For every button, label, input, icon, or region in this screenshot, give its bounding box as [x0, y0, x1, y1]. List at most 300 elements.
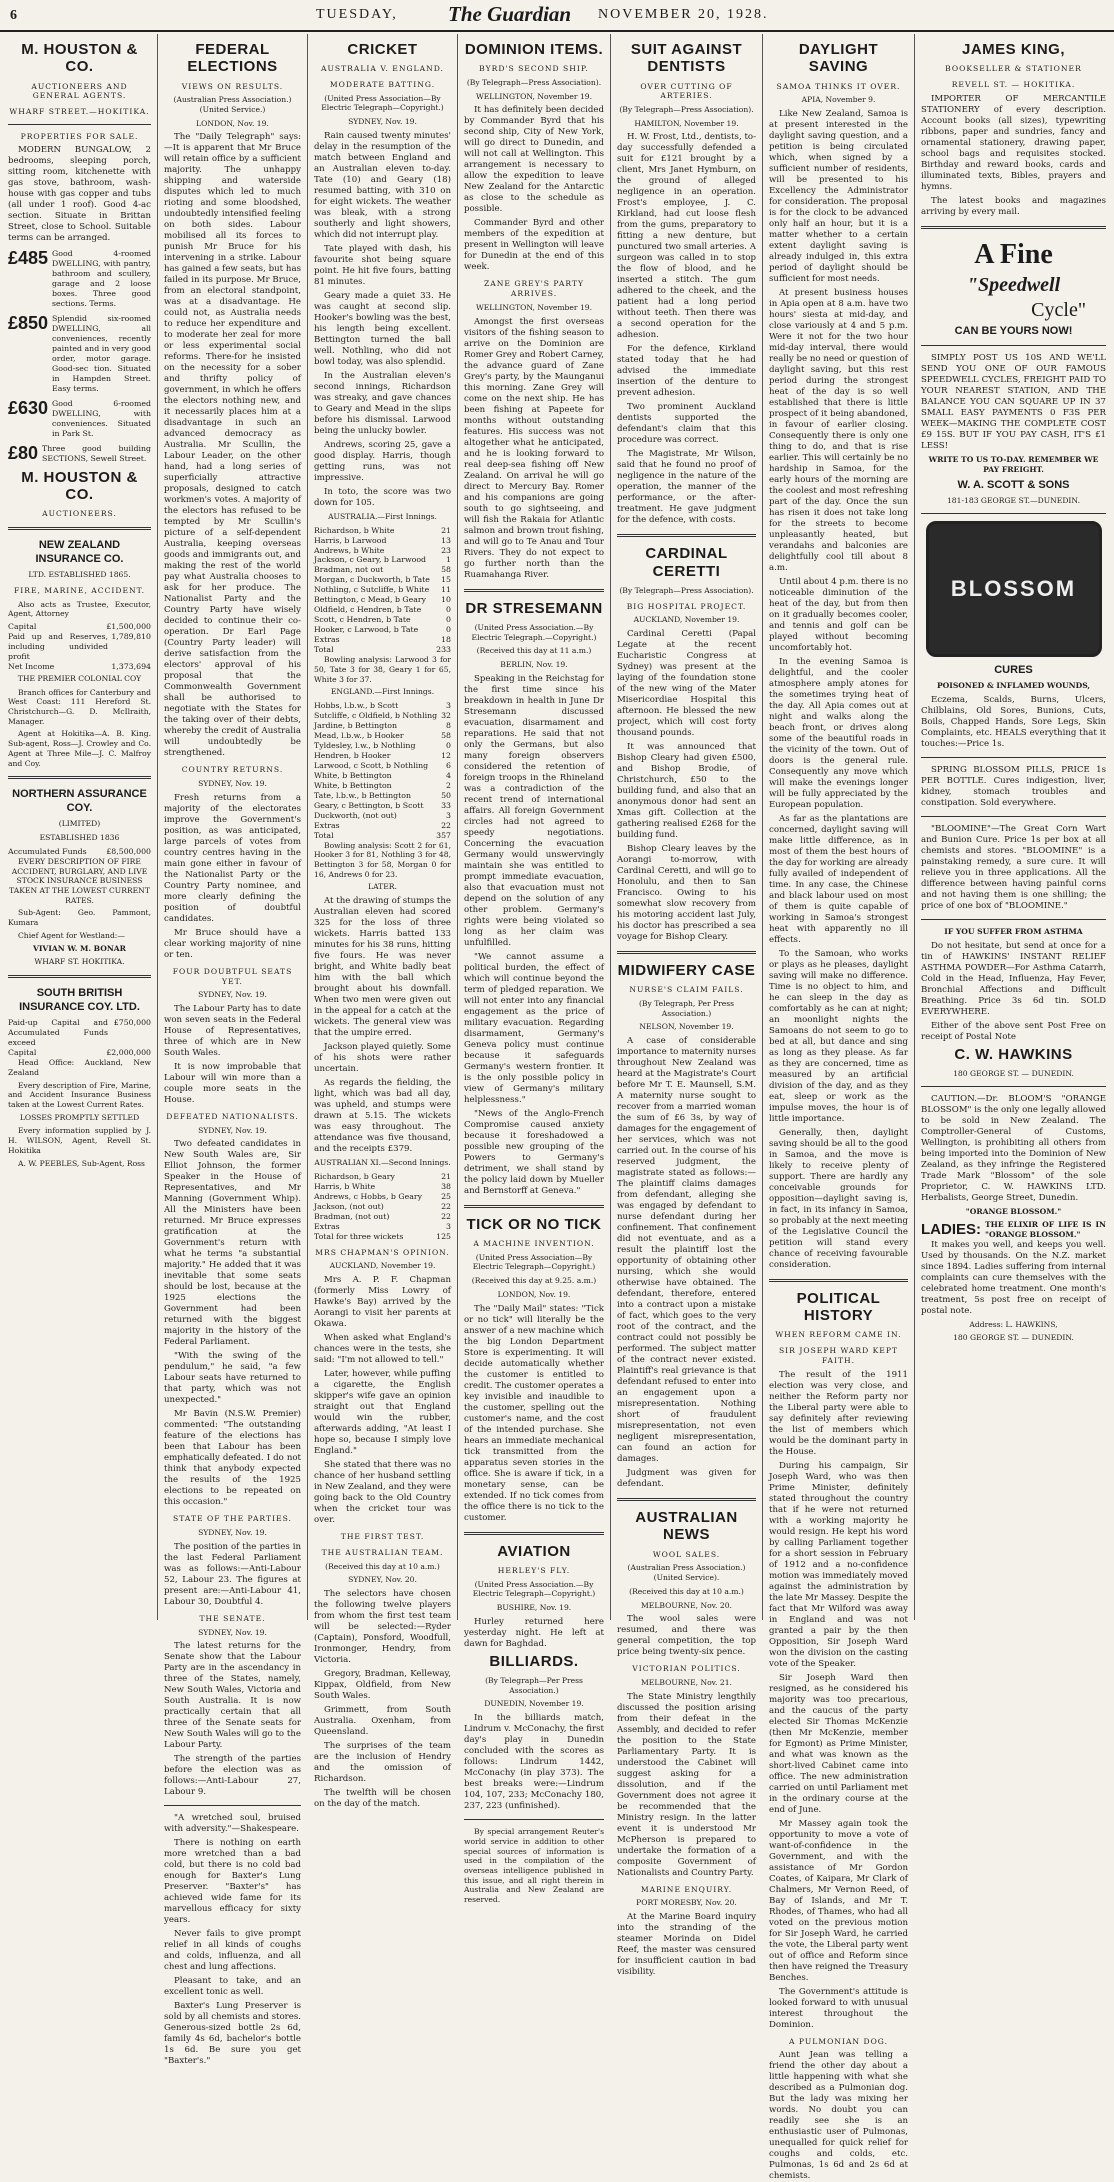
advert-subtitle: BOOKSELLER & STATIONER	[945, 64, 1082, 74]
received-line: (Received this day at 11 a.m.)	[476, 646, 592, 656]
scorecard-total: Total 233	[314, 645, 451, 655]
masthead	[0, 0, 1114, 32]
scorecard-row	[314, 546, 451, 556]
advert-address: 181-183 GEORGE ST.—DUNEDIN.	[946, 496, 1081, 506]
advert-text: Either of the above sent Post Free on receipt of Postal Note	[921, 1020, 1106, 1042]
article-title: AUSTRALIAN NEWS	[635, 1509, 738, 1544]
ladies-block	[921, 1220, 1106, 1239]
advert-text: WRITE TO US TO-DAY. REMEMBER WE PAY FREIGHT.	[928, 454, 1099, 474]
scorecard-row	[314, 555, 451, 565]
advert-address: 180 GEORGE ST. — DUNEDIN.	[953, 1333, 1074, 1343]
batsman: Tyldesley, l.w., b Nothling	[314, 740, 416, 750]
scorecard-row	[314, 1182, 451, 1192]
source-line: (By Telegraph—Press Association).	[619, 585, 754, 595]
batsman: Extras	[314, 635, 340, 645]
paragraph: It was announced that Bishop Cleary had given £500, and Bishop Brodie, of Christchurch, £50 to the building fund, and also that an anonymous donor had sent an Xmas gift. Collection at the gathering realised £268 for the building fund.	[617, 742, 756, 841]
runs: 13	[441, 535, 451, 545]
article-subtitle: AUSTRALIA V. ENGLAND.	[321, 64, 444, 74]
paragraph: A case of considerable importance to maternity nurses throughout New Zealand was heard at the Magistrate's Court before Mr T. E. Maunsell, S.M. A maternity nurse sought to recover from a married woman the sum of £6 3s, by way of damages for the engagement of her services, which was not carried out. In the course of his reserved judgment, the magistrate stated as follows:—The plaintiff claims damages from defendant, alleging she was engaged by defendant to nurse defendant during her confinement. That confinement did not eventuate, and as a result the plaintiff lost the opportunity of obtaining other nursing, which she would otherwise have obtained. The defendant, therefore, entered into a contract upon a mistake of fact, which goes to the very root of the contract, and the contract could not possibly be performed. The subject matter of the contract never existed. Plaintiff's real grievance is that defendant refused to enter into an engagement upon a misrepresentation. Nothing short of fraudulent misrepresentation, not even negligent misrepresentation, can found an action for damages.	[617, 1036, 756, 1465]
paragraph: It is now improbable that Labour will win more than a couple more seats in the House.	[164, 1061, 301, 1105]
sub-agent: Sub-Agent: Geo. Pammont, Kumara	[8, 908, 151, 928]
runs: 0	[446, 615, 451, 625]
paragraph: Geary made a quiet 33. He was caught at second slip. Hooker's bowling was the best, his length being excellent. Bettington turned the ball well. Nothling, who did not bowl today, was also splendid.	[314, 290, 451, 367]
advert-address: REVELL ST. — HOKITIKA.	[951, 79, 1076, 89]
scorecard-row	[314, 615, 451, 625]
dateline: SYDNEY, Nov. 19.	[348, 117, 417, 127]
scorecard-row	[314, 741, 451, 751]
article-title: TICK OR NO TICK	[466, 1215, 602, 1233]
page-number: 6	[10, 8, 17, 23]
dateline: NELSON, November 19.	[639, 1022, 734, 1032]
scorecard-table	[314, 1172, 451, 1232]
insurance-trustee: Also acts as Trustee, Executor, Agent, Attorney	[8, 599, 151, 619]
paragraph: Like New Zealand, Samoa is at present interested in the daylight saving question, and a petition is being circulated which, when signed by a sufficient number of residents, will be presented to his Excellency the Administrator for consideration. The proposal is for the clock to be advanced only half an hour, but it is a matter whether to a certain extent daylight saving is already indulged in, this extra period of daylight should be sufficient for most needs.	[769, 108, 908, 284]
batsman: Harris, b Larwood	[314, 535, 387, 545]
scorecard-row	[314, 781, 451, 791]
article-title: BILLIARDS.	[489, 1652, 579, 1670]
scorecard-row	[314, 595, 451, 605]
article-subtitle: A MACHINE INVENTION.	[473, 1238, 595, 1248]
scorecard-row	[314, 791, 451, 801]
source-line: (By Telegraph—Press Association).	[619, 104, 754, 114]
price-text: Splendid six-roomed DWELLING, all conveniences, recently painted and in very good order, motor garage. Good-sec tion. Situated in Hampden Street. Easy terms.	[52, 314, 151, 393]
advert-text: Do not hesitate, but send at once for a tin of HAWKINS' INSTANT RELIEF ASTHMA POWDER—For Asthma Catarrh, Cold in the Head, Influenza, Hay Fever, Bronchial Affections and Difficult Breathing. Price 3s 6d tin. SOLD EVERYWHERE.	[921, 940, 1106, 1017]
paragraph: Bishop Cleary leaves by the Aorangi to-morrow, with Cardinal Ceretti, and will go to Honolulu, and then to San Francisco. Owing to his somewhat slow recovery from his motoring accident last July, his doctor has prescribed a sea voyage for Bishop Cleary.	[617, 844, 756, 943]
runs: 0	[446, 625, 451, 635]
paid-row: Paid-up Capital and Accumulated Funds exceed £750,000	[8, 1018, 151, 1048]
insurance-title: NEW ZEALAND INSURANCE CO.	[35, 538, 124, 566]
scorecard-row	[314, 801, 451, 811]
paragraph: "We cannot assume a political burden, the effect of which will continue beyond the term of pledged reparation. We will not enter into any financial engagement as the price of military evacuation. Regarding disarmament, Germany's Geneva policy must continue because it safeguards Germany's western frontier. It is the only possible policy in view of Germany's military helplessness."	[464, 951, 604, 1105]
paragraph: When asked what England's chances were in the tests, she said: "I'm not allowed to tell."	[314, 1333, 451, 1366]
scorecard-row	[314, 731, 451, 741]
article-title: CARDINAL CERETTI	[645, 545, 728, 580]
paragraph: Mr Bavin (N.S.W. Premier) commented: "The outstanding feature of the elections has been that Labour has been emphatically defeated. I do not think that anybody expected the results of the 1925 elections to be repeated on this occasion."	[164, 1409, 301, 1508]
batsman: Geary, c Bettington, b Scott	[314, 800, 424, 810]
runs: 58	[441, 565, 451, 575]
runs: 22	[441, 1201, 451, 1211]
paragraph: Mr Bruce should have a clear working majority of nine or ten.	[164, 927, 301, 960]
scorecard-row	[314, 771, 451, 781]
agents: Agent at Hokitika—A. B. King. Sub-agent, Ross—J. Crowley and Co. Agent at Three Mile—J. C. Malfroy and Coy.	[8, 729, 151, 768]
article-subtitle: FOUR DOUBTFUL SEATS YET.	[172, 966, 293, 986]
scorecard-row	[314, 1202, 451, 1212]
dateline: HAMILTON, November 19.	[634, 118, 739, 128]
paragraph: The "Daily Telegraph" says:—It is apparent that Mr Bruce will retain office by a sufficient majority. The unhappy shipping and waterside disputes which led to much rioting and some bloodshed, undoubtedly intensified feeling on both sides. Labour mobilised all its forces to punish Mr Bruce for his intervening in a strike. Labour has gained a few seats, but has failed in its purpose. Mr Bruce, from an electoral standpoint, was at a disadvantage. He could not, as Australia needs to reduce her expenditure and to moderate her zeal for more or less experimental social reforms. There-for he insisted on the necessity for a sober and thrifty policy of government, in which he offers the electors nothing new, and it necessarily places him at a disadvantage in such an advanced democracy as Australia. Mr Scullin, the Labour Leader, on the other hand, had a long series of superficially attractive proposals, designed to catch workmen's votes. A majority of the electors has refused to be tempted by Mr Scullin's picture of a self-dependent Australia, keeping overseas goods and immigrants out, and making the rest of the world pay what Australia chooses to ask for her produce. The Nationalist Party and the Country Party have wisely decided to continue their co-operation. Dr Earl Page (Country Party leader) will derive satisfaction from the electors' approval of his proposal that the Commonwealth Government shall be authorised to negotiate with the States for the taking over of their debts, whereby the credit of Australia will undoubtedly be strengthened.	[164, 132, 301, 759]
insurance-established: ESTABLISHED 1836	[39, 833, 120, 843]
scorecard-total: Total for three wickets 125	[314, 1231, 451, 1241]
price-listing	[8, 249, 151, 309]
scorecard-row	[314, 635, 451, 645]
scorecard-heading: ENGLAND.—First Innings.	[330, 687, 435, 697]
masthead-day: TUESDAY,	[316, 7, 398, 22]
insurance-description: EVERY DESCRIPTION OF FIRE ACCIDENT, BURGLARY, AND LIVE STOCK INSURANCE BUSINESS TAKEN AT THE LOWEST CURRENT RATES.	[9, 856, 150, 905]
article-subtitle: MODERATE BATTING.	[329, 79, 436, 89]
runs: 1	[446, 555, 451, 565]
article-subtitle: STATE OF THE PARTIES.	[173, 1514, 292, 1524]
source-line: (Australian Press Association.) (United Service.)	[173, 95, 292, 114]
dateline: WELLINGTON, November 19.	[475, 91, 593, 101]
insurance-lines: FIRE, MARINE, ACCIDENT.	[13, 585, 146, 595]
advert-text: It makes you well, and keeps you well. Used by thousands. On the N.Z. market since 1894. Ladies suffering from internal complaints can cure themselves with the celebrated home treatment. One month's treatment, 5s post free on receipt of postal note.	[921, 1239, 1106, 1316]
article-subtitle: BYRD'S SECOND SHIP.	[479, 64, 589, 74]
advert-text: "A wretched soul, bruised with adversity."—Shakespeare.	[164, 1813, 301, 1835]
paragraph: The strength of the parties before the election was as follows:—Anti-Labour 27, Labour 9.	[164, 1754, 301, 1798]
batsman: Harris, b White	[314, 1181, 376, 1191]
blossom-seal-image	[926, 521, 1102, 657]
runs: 4	[446, 770, 451, 780]
paragraph: Cardinal Ceretti (Papal Legate at the recent Eucharistic Congress at Sydney) was present at the laying of the foundation stone of the new wing of the Mater Misericordiae Hospital this afternoon. He blessed the new project, which will cost forty thousand pounds.	[617, 629, 756, 739]
price-text: Good 6-roomed DWELLING, with conveniences. Situated in Park St.	[52, 398, 151, 438]
batsman: Morgan, c Duckworth, b Tate	[314, 575, 430, 585]
paragraph: Mr Massey again took the opportunity to move a vote of want-of-confidence in the Government, and with the assistance of Mr Gordon Coates, of Kaipara, Mr Clark of Chalmers, Mr Vernon Reed, of Bay of Islands, and Mr T. Rhodes, of Thames, who had all voted on the previous motion for Sir Joseph Ward, he carried the vote, the Liberal party went out of office and Reform since then have reigned the Treasury Benches.	[769, 1818, 908, 1983]
scorecard-row	[314, 625, 451, 635]
article-subtitle: HERLEY'S FLY.	[497, 1565, 571, 1575]
batsman: Andrews, b White	[314, 545, 385, 555]
source-line: (United Press Association—By Electric Telegraph—Copyright.)	[472, 1252, 596, 1272]
runs: 8	[446, 720, 451, 730]
advert-text: Never fails to give prompt relief in all kinds of coughs and colds, influenza, and all chest and lung affections.	[164, 1929, 301, 1973]
dateline: BUSHIRE, Nov. 19.	[496, 1602, 572, 1612]
columns	[2, 34, 1112, 2182]
batsman: Larwood, c Scott, b Nothling	[314, 760, 429, 770]
paragraph: At the drawing of stumps the Australian eleven had scored 325 for the loss of three wickets. Harris batted 133 minutes for his 38 runs, hitting five fours. He was never bright, and White badly beat him with the ball which brought about his downfall. When two men were given out in the appeal for a catch at the wickets. The general view was that the umpire erred.	[314, 896, 452, 1039]
scorecard-row	[314, 526, 451, 536]
copyright-note: By special arrangement Reuter's world service in addition to other special sources of information is used in the compilation of the overseas intelligence published in this issue, and all right therein in Australia and New Zealand are reserved.	[464, 1827, 604, 1905]
article-subtitle: SIR JOSEPH WARD KEPT FAITH.	[778, 1346, 898, 1365]
firm-title: M. HOUSTON & CO.	[21, 468, 138, 503]
scorecard-row	[314, 751, 451, 761]
column-2	[158, 34, 308, 2067]
article-subtitle: WOOL SALES.	[652, 1549, 721, 1559]
paragraph: As far as the plantations are concerned, daylight saving will make little difference, as in most of them the best hours of the day for working are already fully availed of independent of time. In any case, the Chinese and black labour used on most of them is quite capable of working in Samoa's strongest heat with apparently no ill effects.	[769, 813, 908, 945]
scorecard-heading: AUSTRALIAN XI.—Second Innings.	[314, 1158, 451, 1168]
article-subtitle: ZANE GREY'S PARTY ARRIVES.	[484, 279, 584, 299]
dateline: SYDNEY, Nov. 19.	[198, 1627, 267, 1637]
runs: 3	[446, 701, 451, 711]
scorecard-row	[314, 811, 451, 821]
batsman: Jardine, b Bettington	[314, 720, 398, 730]
paragraph: Commander Byrd and other members of the expedition at present in Wellington will leave for Dunedin at the end of this week.	[464, 218, 604, 273]
masthead-date: NOVEMBER 20, 1928.	[598, 7, 769, 22]
advert-title: "ORANGE BLOSSOM."	[965, 1206, 1062, 1216]
scorecard-row	[314, 605, 451, 615]
paragraph: As regards the fielding, the light, which was bad all day, was upheld, and stumps were drawn at 5.15. The wickets was easy throughout. The attendance was five thousand, and the receipts £379.	[314, 1078, 451, 1155]
funds-row: Accumulated Funds £8,500,000	[8, 846, 151, 856]
paragraph: The position of the parties in the last Federal Parliament was as follows:—Anti-Labour 52, Labour 23. The figures at present are:—Anti-Labour 41, Labour 30, Doubtful 4.	[164, 1541, 301, 1607]
batsman: Bradman, not out	[314, 565, 384, 575]
ladies-tagline: THE ELIXIR OF LIFE IS IN "ORANGE BLOSSOM."	[985, 1220, 1106, 1239]
advert-address: 180 GEORGE ST. — DUNEDIN.	[953, 1068, 1074, 1078]
paragraph: The Government's attitude is looked forward to with unusual interest throughout the Dominion.	[769, 1986, 908, 2030]
firm-subtitle: AUCTIONEERS AND GENERAL AGENTS.	[31, 81, 128, 101]
source-line: (Australian Press Association.) (United Service).	[627, 1563, 746, 1583]
runs: 23	[441, 545, 451, 555]
scorecard-row	[314, 585, 451, 595]
article-title: FEDERAL ELECTIONS	[187, 41, 278, 76]
runs: 18	[441, 635, 451, 645]
paragraph: Tate played with dash, his favourite shot being square point. He hit five fours, batting 81 minutes.	[314, 243, 451, 287]
price-amount: £630	[8, 397, 49, 418]
paragraph: At the Marine Board inquiry into the stranding of the steamer Morinda on Didel Reef, the master was censured for insufficient caution in bad visibility.	[617, 1912, 756, 1978]
batsman: Duckworth, (not out)	[314, 810, 397, 820]
article-title: MIDWIFERY CASE	[617, 962, 756, 980]
scorecard-row	[314, 565, 451, 575]
advert-text: The latest books and magazines arriving by every mail.	[921, 195, 1106, 217]
head-office: Head Office: Auckland, New Zealand	[8, 1058, 151, 1077]
advert-title: W. A. SCOTT & SONS	[957, 479, 1070, 492]
runs: 21	[441, 525, 451, 535]
paragraph: The result of the 1911 election was very close, and neither the Reform party nor the Liberal party were able to say definitely after reviewing the list of members which would be the dominant party in the House.	[769, 1369, 908, 1457]
paragraph: Mrs A. P. F. Chapman (formerly Miss Lowry of Hawke's Bay) arrived by the Aorangi to visit her parents at Okawa.	[314, 1275, 451, 1330]
column-1	[2, 34, 158, 1620]
dateline: WELLINGTON, November 19.	[475, 302, 593, 312]
paragraph: Amongst the first overseas visitors of the fishing season to arrive on the Dominion are Romer Grey and Robert Carney, the advance guard of Zane Grey's party, by the Maunganui this morning. Zane Grey will come on the next ship. He has been fishing at Papeete for months without outstanding features. His success was not altogether what he anticipated, and he is looking forward to real deep-sea fishing off New Zealand. On arrival he will go direct to Mercury Bay. Romer and his companions are going south to go sightseeing, and will fish the Rakaia for Atlantic salmon and brown trout fishing, and will go to Te Anau and Tour Rivers. They do not expect to go further north than the Ruamahanga River.	[464, 316, 604, 580]
paragraph: The "Daily Mail" states: "Tick or no tick" will literally be the answer of a new machine which the big London Department Store is experimenting. It will decide automatically whether the customer is entitled to credit. The customer operates a key invisible and inaudible to the customer, spelling out the customer's name, and the cost of the intended purchase. She hears an immediate mechanical tick transmitted from the apparatus seven stories in the office. She is aware if tick, in a monetary sense, can be extended. If no tick comes from the office there is no tick to the customer.	[464, 1303, 604, 1523]
column-6	[763, 34, 915, 2182]
premier-name: THE PREMIER COLONIAL COY	[17, 673, 142, 683]
bowling-analysis: Bowling analysis: Larwood 3 for 50, Tate 3 for 38, Geary 1 for 65, White 3 for 37.	[314, 655, 451, 684]
batsman: Jackson, (not out)	[314, 1201, 384, 1211]
advert-title: C. W. HAWKINS	[954, 1045, 1073, 1063]
paragraph: Two defeated candidates in New South Wales are, Sir Elliot Johnson, the former Speaker in the House of Representatives, and Mr Manning (Government Whip). All the Ministers have been returned. Mr Bruce expresses gratification at the Government's return with what he terms "a substantial majority." He added that it was inevitable that some seats should be lost, because at the 1925 elections the Government had been returned with the biggest majority in the history of the Federal Parliament.	[164, 1139, 301, 1348]
chief-agent: Chief Agent for Westland:—	[18, 930, 125, 940]
advert-text: IMPORTER OF MERCANTILE STATIONERY of every description. Account books (all sizes), typewriting ribbons, paper and sundries, fancy and ornamental stationery, drawing paper, school bags and requisites stocked. Birthday and reward books, cards and illuminated texts, Bibles, prayers and hymns.	[921, 93, 1106, 192]
paragraph: The Labour Party has to date won seven seats in the Federal House of Representatives, three of which are in New South Wales.	[164, 1003, 301, 1058]
batsman: Richardson, b White	[314, 525, 395, 535]
runs: 50	[441, 790, 451, 800]
source-line: (By Telegraph, Per Press Association.)	[638, 999, 735, 1018]
dateline: PORT MORESBY, Nov. 20.	[636, 1898, 737, 1908]
paragraph: Hurley returned here yesterday night. He left at dawn for Baghdad.	[464, 1616, 604, 1649]
agent-address: WHARF ST. HOKITIKA.	[34, 957, 125, 967]
article-title: POLITICAL HISTORY	[796, 1289, 881, 1325]
runs: 6	[446, 760, 451, 770]
advert-address: Address: L. HAWKINS,	[969, 1319, 1058, 1329]
bowling-analysis: Bowling analysis: Scott 2 for 61, Hooker 3 for 81, Nothling 3 for 48, Bettington 3 for 58, Morgan 0 for 16, Andrews 0 for 23.	[314, 840, 451, 879]
price-amount: £485	[8, 248, 49, 269]
advert-text: Baxter's Lung Preserver is sold by all chemists and stores. Generous-sized bottle 2s 6d, family 4s 6d, bachelor's bottle 1s 6d. Be sure you get "Baxter's."	[164, 2001, 301, 2067]
newspaper-name: The Guardian	[448, 2, 572, 26]
runs: 38	[441, 1181, 451, 1191]
paragraph: Jackson played quietly. Some of his shots were rather uncertain.	[314, 1042, 451, 1075]
paragraph: In the billiards match, Lindrum v. McConachy, the first day's play in Dunedin concluded with the scores as follows: Lindrum 1442, McConachy (in play 373). The best breaks were:—Lindrum 104, 107, 233; McConachy 180, 237, 223 (unfinished).	[464, 1713, 604, 1812]
runs: 32	[441, 711, 451, 720]
batsman: Andrews, c Hobbs, b Geary	[314, 1191, 422, 1201]
received-line: (Received this day at 10 a.m.)	[325, 1561, 440, 1571]
dateline: SYDNEY, Nov. 19.	[198, 1125, 267, 1135]
article-subtitle: SAMOA THINKS IT OVER.	[776, 81, 901, 91]
paragraph: For the defence, Kirkland stated today that he had advised the immediate insertion of the denture to prevent adhesion.	[617, 344, 756, 399]
paragraph: In toto, the score was two down for 105.	[314, 486, 451, 508]
dateline: LONDON, Nov. 19.	[196, 118, 269, 128]
batsman: Bradman, (not out)	[314, 1211, 390, 1221]
article-title: DR STRESEMANN	[465, 599, 603, 617]
article-subtitle: THE FIRST TEST.	[340, 1532, 425, 1542]
received-line: (Received this day at 9.25. a.m.)	[471, 1276, 597, 1286]
paragraph: The surprises of the team are the inclusion of Hendry and the omission of Richardson.	[314, 1741, 451, 1784]
paragraph: In the Australian eleven's second innings, Richardson was streaky, and gave chances to Geary and Mead in the slips before his dismissal. Larwood being the unlucky bowler.	[314, 370, 451, 436]
paragraph: Aunt Jean was telling a friend the other day about a little happening with what she described as a Pulmonian dog. But the lady was mixing her words. No doubt you can readily see she is an enthusiastic user of Pulmonas, unequalled for quick relief for coughs and colds, etc. Pulmonas, 1s 6d and 2s 6d at chemists.	[769, 2050, 908, 2182]
batsman: Hendren, b Hooker	[314, 750, 391, 760]
paragraph: Grimmett, from South Australia. Oxenham, from Queensland.	[314, 1705, 451, 1737]
advert-title: JAMES KING,	[961, 41, 1065, 58]
insurance-title: SOUTH BRITISH INSURANCE COY. LTD.	[19, 987, 140, 1014]
paragraph: Speaking in the Reichstag for the first time since his breakdown in health in June Dr Stresemann discussed evacuation, disarmament and reparations. He said that not only the Germans, but also many foreign observers considered the retention of foreign troops in the Rhineland was a contradiction of the recent trend of international affairs. All foreign Government circles had not agreed to speedy negotiations. Concerning the evacuation Germany would unswervingly maintain she was entitled to prompt immediate evacuation, also that evacuation must not depend on the solution of any other problem. Germany's rights were being violated so long as her claim was unfulfilled.	[464, 673, 604, 948]
advert-title: IF YOU SUFFER FROM ASTHMA	[944, 926, 1083, 936]
batsman: White, b Bettington	[314, 770, 392, 780]
net-row: Net Income 1,373,694	[8, 661, 151, 671]
price-amount: £850	[8, 313, 49, 334]
advert-subtitle: POISONED & INFLAMED WOUNDS,	[936, 681, 1091, 691]
scorecard-row	[314, 761, 451, 771]
advert-text: There is nothing on earth more wretched than a bad cold, but there is no cold bad enough for Baxter's Lung Preserver. "Baxter's" has achieved wide fame for its marvellous efficacy for sixty years.	[164, 1838, 301, 1926]
agent-name: VIVIAN W. M. BONAR	[32, 943, 126, 953]
capital-row: Capital £1,500,000	[8, 622, 151, 631]
batsman: Jackson, c Geary, b Larwood	[314, 555, 427, 565]
article-subtitle: VICTORIAN POLITICS.	[632, 1664, 741, 1674]
scorecard-row	[314, 1212, 451, 1222]
source-line: (By Telegraph—Press Association).	[466, 77, 602, 87]
runs: 22	[441, 1211, 451, 1221]
price-amount: £80	[8, 442, 39, 463]
scorecard-row	[314, 536, 451, 546]
runs: 58	[441, 730, 451, 740]
batsman: Tate, l.b.w., b Bettington	[314, 790, 412, 800]
firm-address: WHARF STREET.—HOKITIKA.	[9, 106, 150, 116]
runs: 21	[441, 1171, 451, 1181]
article-subtitle: WHEN REFORM CAME IN.	[775, 1330, 902, 1340]
scorecard-row	[314, 721, 451, 731]
insurance-description: Every description of Fire, Marine, and Accident Insurance Business taken at the Lowest Current Rates.	[8, 1080, 151, 1109]
article-subtitle: BIG HOSPITAL PROJECT.	[626, 601, 747, 611]
insurance-limited: (LIMITED)	[58, 819, 101, 829]
cycle-line-4: CAN BE YOURS NOW!	[954, 324, 1073, 337]
article-subtitle: THE SENATE.	[199, 1613, 266, 1623]
runs: 11	[441, 585, 451, 595]
scorecard-table	[314, 526, 451, 646]
paragraph: The latest returns for the Senate show that the Labour Party are in the ascendancy in three of the States, namely, New South Wales, Victoria and South Australia. It is now practically certain that all three of the Senate seats for New South Wales will go to the Labour Party.	[164, 1641, 301, 1751]
article-subtitle: DEFEATED NATIONALISTS.	[166, 1111, 299, 1121]
article-title: DOMINION ITEMS.	[464, 41, 604, 58]
advert-text: Pleasant to take, and an excellent tonic as well.	[164, 1976, 301, 1998]
batsman: Nothling, c Sutcliffe, b White	[314, 585, 430, 595]
paragraph: Gregory, Bradman, Kelleway, Kippax, Oldfield, from New South Wales.	[314, 1669, 451, 1701]
insurance-title: NORTHERN ASSURANCE COY.	[12, 788, 147, 815]
paragraph: Andrews, scoring 25, gave a good display. Harris, though getting runs, was not impressive.	[314, 439, 451, 483]
dateline: SYDNEY, Nov. 19.	[198, 990, 267, 1000]
paragraph: Until about 4 p.m. there is no noticeable diminution of the heat of the day, but from then on it gradually becomes cooler, and tennis and golf can be played without becoming uncomfortably hot.	[769, 576, 908, 653]
price-listing	[8, 399, 151, 439]
batsman: Hooker, c Larwood, b Tate	[314, 625, 419, 635]
runs: 2	[446, 780, 451, 790]
batsman: Oldfield, c Hendren, b Tate	[314, 605, 422, 615]
sub-agent: A. W. PEEBLES, Sub-Agent, Ross	[18, 1158, 145, 1168]
paragraph: Fresh returns from a majority of the electorates improve the Government's position, as was anticipated, large parcels of votes from country centres having in the main gone either in favour of the Nationalist Party or the Country Party nominee, and more clearly defining the position of doubtful candidates.	[164, 792, 301, 924]
dateline: DUNEDIN, November 19.	[484, 1699, 584, 1709]
runs: 0	[446, 740, 451, 750]
article-subtitle: THE AUSTRALIAN TEAM.	[321, 1547, 444, 1557]
article-subtitle: NURSE'S CLAIM FAILS.	[629, 985, 744, 995]
advert-text: SPRING BLOSSOM PILLS, PRICE 1s PER BOTTLE. Cures indigestion, liver, kidney, stomach troubles and constipation. Sold everywhere.	[921, 764, 1106, 808]
losses-note: LOSSES PROMPTLY SETTLED	[19, 1112, 140, 1122]
batsman: Scott, c Hendren, b Tate	[314, 615, 411, 625]
cycle-line-3: Cycle"	[1031, 299, 1086, 322]
paragraph: In the evening Samoa is delightful, and the cooler atmosphere amply atones for the sometimes trying heat of the day. All Apia comes out at night and walks along the beach front, or drives along some of the beautiful roads in the vicinity of the town. Out of doors is the general rule. Consequently any move which will make the evenings longer will be fully appreciated by the European population.	[769, 656, 908, 810]
scorecard-table	[314, 701, 451, 831]
property-listing: MODERN BUNGALOW, 2 bedrooms, sleeping porch, sitting room, kitchenette with gas stove, bathroom, wash-house with gas copper and tubs (all under 1 roof). Good 4-ac section. Situate in Brittan Street, close to School. Suitable terms can be arranged.	[8, 145, 151, 244]
batsman: Bettington, c Mead, b Geary	[314, 595, 427, 605]
paragraph: "News of the Anglo-French Compromise caused anxiety because it foreshadowed a possible new grouping of the Powers to Germany's detriment, we shall stand by the policy laid down by Mueller and Bernstorff at Geneva."	[464, 1108, 604, 1196]
column-4	[458, 34, 611, 1905]
column-3	[308, 34, 458, 1809]
paragraph: Two prominent Auckland dentists supported the defendant's claim that this procedure was correct.	[617, 402, 756, 446]
paragraph: The twelfth will be chosen on the day of the match.	[314, 1788, 451, 1809]
later-heading: LATER.	[368, 882, 397, 892]
price-listing	[8, 314, 151, 394]
article-title: AVIATION	[497, 1542, 571, 1560]
paragraph: At present business houses in Apia open at 8 a.m. have two hours' siesta at mid-day, and close variously at 4 and 5 p.m. Were it not for the two hour mid-day interval, there would really be no need or question of daylight saving, but this rest period during the strongest heat of the day is so well established that there is little prospect of it being abandoned, in favour of earlier closing. Consequently there is only one thing to do, and that is rise earlier. This will certainly be no hardship in Samoa, for the early hours of the morning are the coolest and most refreshing part of the day. Once the sun has risen it does not take long for the streets to become unpleasantly heated, but verandahs and balconies are delightfully cool till about 8 a.m.	[769, 287, 908, 573]
agent-info: Every information supplied by J. H. WILSON, Agent, Revell St. Hokitika	[8, 1126, 151, 1155]
scorecard-row	[314, 1222, 451, 1232]
capital-row: Capital £2,000,000	[8, 1048, 151, 1058]
scorecard-row	[314, 711, 451, 721]
article-subtitle: A PULMONIAN DOG.	[788, 2036, 889, 2046]
dateline: MELBOURNE, Nov. 21.	[641, 1677, 732, 1687]
paragraph: "With the swing of the pendulum," he said, "a few Labour seats have returned to that party, which was not unexpected."	[164, 1351, 301, 1406]
branch-offices: Branch offices for Canterbury and West Coast: 111 Hereford St. Christchurch—G. D. McIlraith, Manager.	[8, 687, 151, 726]
runs: 0	[446, 605, 451, 615]
received-line: (Received this day at 10 a.m.)	[629, 1586, 744, 1596]
paragraph: The selectors have chosen the following twelve players from whom the first test team will be selected:—Ryder (Captain), Ponsford, Woodfull, Ironmonger, Hendry, from Victoria.	[314, 1589, 451, 1665]
source-line: (United Press Association.—By Electric Telegraph—Copyright.)	[472, 1579, 596, 1599]
scorecard-row	[314, 1192, 451, 1202]
cycle-line-2: "Speedwell	[966, 273, 1061, 296]
paid-row: Paid up and Reserves, including undivided profit 1,789,810	[8, 631, 151, 661]
article-title: SUIT AGAINST DENTISTS	[630, 41, 743, 76]
properties-heading: PROPERTIES FOR SALE.	[20, 131, 139, 141]
paragraph: Later, however, while puffing a cigarette, the English skipper's wife gave an opinion straight out that England would win the rubber, afterwards adding, "At least I hope so, because I simply love England."	[314, 1369, 451, 1457]
firm-title: M. HOUSTON & CO.	[21, 41, 138, 76]
scorecard-row	[314, 701, 451, 711]
scorecard-row	[314, 821, 451, 831]
dateline: BERLIN, Nov. 19.	[500, 659, 568, 669]
paragraph: During his campaign, Sir Joseph Ward, who was then Prime Minister, definitely stated throughout the country that if he were not returned with a working majority he would resign. He kept his word by calling Parliament together for a short session in February of 1912 and a no-confidence motion was immediately moved against the administration by the late Mr Massey. Despite the fact that Mr Wilford was away in England and was not granted a pair by the then Opposition, Sir Joseph Ward won the division on the casting vote of the Speaker.	[769, 1460, 908, 1669]
insurance-established: LTD. ESTABLISHED 1865.	[28, 570, 131, 580]
batsman: Extras	[314, 1221, 340, 1231]
advert-text: "BLOOMINE"—The Great Corn Wart and Bunion Cure. Price 1s per box at all chemists and stores. "BLOOMINE" is a painstaking remedy, a sure cure. It will relieve you in three applications. All the difference between having painful corns and not having them is one shilling; the price of one box of "BLOOMINE."	[921, 823, 1106, 911]
ladies-label: LADIES:	[921, 1221, 981, 1239]
article-subtitle: MARINE ENQUIRY.	[640, 1884, 733, 1894]
price-listing	[8, 444, 151, 464]
batsman: Richardson, b Geary	[314, 1171, 395, 1181]
batsman: Mead, l.b.w., b Hooker	[314, 730, 404, 740]
paragraph: H. W. Frost, Ltd., dentists, to-day successfully defended a suit for £121 brought by a client, Mrs Janet Hymburn, on the ground of alleged negligence in an operation. Frost's employee, J. C. Kirkland, had cut loose flesh from the gums, preparatory to fitting a new denture, but punctured two small arteries. A surgeon was called in to stop the flow of blood, and he inserted a stitch. The gum adhered to the cheek, and the patient had a long period without teeth. Then there was a second operation for the adhesion.	[617, 132, 756, 341]
source-line: (United Press Association—By Electric Telegraph—Copyright.)	[321, 93, 444, 113]
source-line: (United Press Association.—By Electric Telegraph.—Copyright.)	[471, 622, 597, 642]
column-7	[915, 34, 1112, 1620]
batsman: Hobbs, l.b.w., b Scott	[314, 701, 399, 711]
price-text: Three good building SECTIONS, Sewell Street.	[42, 443, 151, 463]
seal-text: BLOSSOM	[950, 575, 1077, 601]
paragraph: Judgment was given for defendant.	[617, 1468, 756, 1490]
dateline: LONDON, Nov. 19.	[497, 1289, 571, 1299]
source-line: (By Telegraph—Per Press Association.)	[485, 1675, 583, 1695]
dateline: APIA, November 9.	[801, 95, 876, 105]
scorecard-row	[314, 575, 451, 585]
advert-text: CAUTION.—Dr. BLOOM'S "ORANGE BLOSSOM" is the only one legally allowed to be sold in New Zealand. The Comptroller-General of Customs, Wellington, is prohibiting all others from being imported into the Dominion of New Zealand, as they infringe the Registered Trade Mark "Blossom" of the sole Proprietor, C. W. HAWKINS LTD. Herbalists, George Street, Dunedin.	[921, 1093, 1106, 1203]
batsman: Extras	[314, 820, 340, 830]
